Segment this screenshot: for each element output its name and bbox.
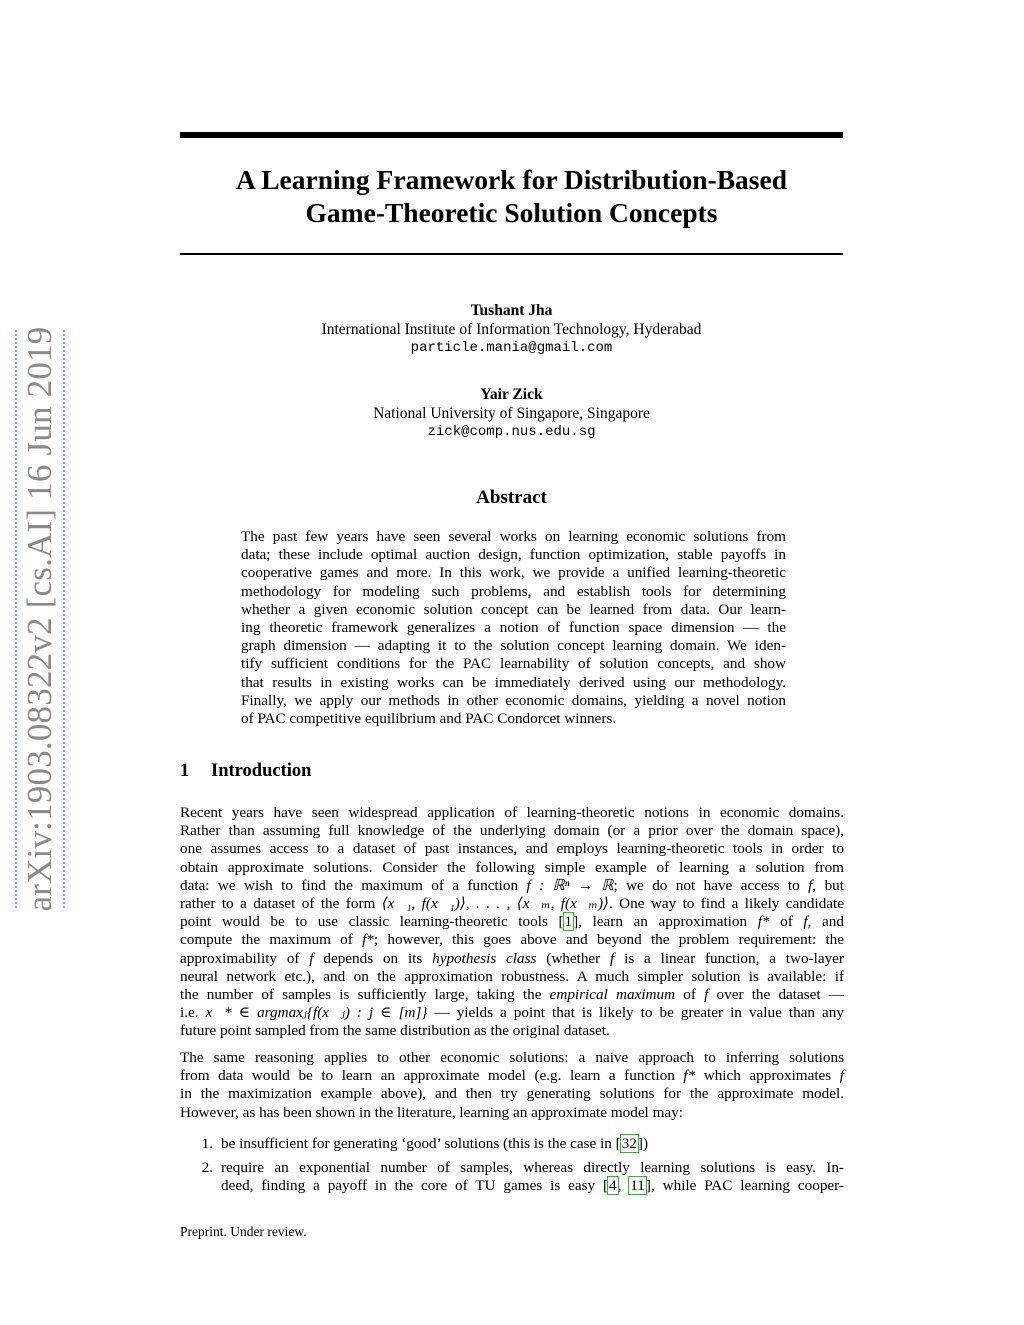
text-line: in the maximization example above), and then try generating solutions for the approximate model. xyxy=(180,1085,844,1103)
text-line xyxy=(180,1004,844,1022)
emphasis: empirical maximum xyxy=(549,985,676,1003)
abstract-line: that results in existing works can be immediately derived using our methodology. xyxy=(241,673,786,691)
citation-link[interactable]: 1 xyxy=(564,913,573,931)
author-name: Yair Zick xyxy=(480,386,543,403)
text-run: , xyxy=(617,1177,630,1195)
text-run: over the dataset — xyxy=(708,985,844,1003)
citation-link[interactable]: 4 xyxy=(609,1177,617,1195)
preprint-footer: Preprint. Under review. xyxy=(180,1224,307,1239)
text-run: ; we do not have access to xyxy=(613,876,809,894)
text-run: which approximates xyxy=(695,1067,840,1085)
math-function-signature: f : ℝⁿ → ℝ xyxy=(526,876,614,894)
list-marker: 1. xyxy=(201,1135,213,1152)
title-rule-bottom xyxy=(180,253,843,255)
abstract-line: The past few years have seen several works on learning economic solutions from xyxy=(241,528,786,545)
author-affiliation: National University of Singapore, Singapore xyxy=(373,405,650,422)
text-line xyxy=(180,877,844,895)
list-item xyxy=(180,1159,844,1195)
math-argmax: x⃗* ∈ argmaxⱼ{f(x⃗ⱼ) : j ∈ [m]} xyxy=(205,1004,428,1022)
abstract-line: cooperative games and more. In this work, we provide a unified learning-theoretic xyxy=(241,564,786,582)
text-run: be insufficient for generating ‘good’ solutions (this is the case in [ xyxy=(221,1135,621,1152)
text-line: The same reasoning applies to other economic solutions: a naive approach to inferring solutions xyxy=(180,1049,844,1066)
text-run: the number of samples is sufficiently large, taking the xyxy=(180,985,550,1003)
abstract-line: whether a given economic solution concept can be learned from data. Our learn- xyxy=(241,600,786,618)
abstract-line: graph dimension — adapting it to the solution concept learning domain. We iden- xyxy=(241,637,786,655)
text-line: obtain approximate solutions. Consider the following simple example of learning a solution from xyxy=(180,858,844,876)
text-line xyxy=(180,986,844,1004)
author-email[interactable]: particle.mania@gmail.com xyxy=(410,340,613,356)
text-run: — yields a point that is likely to be greater in value than any xyxy=(427,1004,844,1022)
intro-paragraph-2 xyxy=(180,1049,844,1122)
text-run: ], learn an approximation xyxy=(573,913,758,931)
text-run: rather to a dataset of the form xyxy=(180,894,382,912)
section-heading-introduction xyxy=(180,761,311,782)
text-run: ]) xyxy=(637,1135,649,1152)
text-run: ; however, this goes above and beyond the problem requirement: the xyxy=(373,931,844,949)
text-run: of xyxy=(769,913,804,931)
text-run: is a linear function, a two-layer xyxy=(614,949,844,967)
text-run: . One way to find a likely candidate xyxy=(608,894,844,912)
text-run: , and xyxy=(807,913,844,931)
text-line: one assumes access to a dataset of past instances, and employs learning-theoretic tools in order to xyxy=(180,840,844,858)
text-run: approximability of xyxy=(180,949,310,967)
citation-link[interactable]: 32 xyxy=(621,1135,637,1152)
math-symbol: f xyxy=(839,1067,844,1085)
title-line-1: A Learning Framework for Distribution-Based xyxy=(235,164,787,195)
arxiv-stamp[interactable]: arXiv:1903.08322v2 [cs.AI] 16 Jun 2019 xyxy=(20,326,59,912)
text-line xyxy=(221,1135,844,1153)
math-symbol: f* xyxy=(683,1067,696,1085)
author-name: Tushant Jha xyxy=(470,302,553,319)
text-line: neural network etc.), and on the approximation robustness. A much simpler solution is available: if xyxy=(180,967,844,985)
math-symbol: f xyxy=(808,876,813,894)
text-run: of xyxy=(675,985,705,1003)
text-line xyxy=(180,931,844,949)
text-line: However, as has been shown in the literature, learning an approximate model may: xyxy=(180,1103,683,1121)
text-line xyxy=(180,950,844,968)
abstract-line: tify sufficient conditions for the PAC learnability of solution concepts, and show xyxy=(241,655,786,673)
text-line xyxy=(180,895,844,913)
math-symbol: f xyxy=(309,949,314,967)
abstract-line: Finally, we apply our methods in other economic domains, yielding a novel notion xyxy=(241,691,786,709)
numbered-list xyxy=(180,1135,844,1196)
paper-title xyxy=(180,163,843,229)
title-rule-top xyxy=(180,132,843,138)
math-symbol: f* xyxy=(362,931,374,949)
text-line xyxy=(180,913,844,931)
citation-link[interactable]: 11 xyxy=(630,1177,645,1195)
abstract-line: of PAC competitive equilibrium and PAC Condorcet winners. xyxy=(241,709,617,727)
abstract-line: methodology for modeling such problems, and establish tools for determining xyxy=(241,582,786,600)
text-line xyxy=(180,1067,844,1085)
text-line: Recent years have seen widespread application of learning-theoretic notions in economic domains. xyxy=(180,804,844,821)
abstract-line: ing theoretic framework generalizes a notion of function space dimension — the xyxy=(241,618,786,636)
text-run: deed, finding a payoff in the core of TU games is easy [ xyxy=(221,1177,609,1195)
math-symbol: f xyxy=(704,985,709,1003)
abstract-line: data; these include optimal auction design, function optimization, stable payoffs in xyxy=(241,546,786,564)
title-line-2: Game-Theoretic Solution Concepts xyxy=(305,197,718,228)
math-symbol: f* xyxy=(757,913,770,931)
text-line: Rather than assuming full knowledge of the underlying domain (or a prior over the domain space), xyxy=(180,822,844,840)
author-block-1 xyxy=(180,301,843,358)
math-symbol: f xyxy=(610,949,615,967)
math-symbol: f xyxy=(803,913,808,931)
text-run: i.e. xyxy=(180,1004,206,1022)
text-run: point would be to use classic learning-theoretic tools [ xyxy=(180,913,564,931)
section-title: Introduction xyxy=(211,761,312,781)
text-run: depends on its xyxy=(313,949,433,967)
text-run: ], while PAC learning cooper- xyxy=(645,1177,844,1195)
author-email[interactable]: zick@comp.nus.edu.sg xyxy=(427,424,596,440)
abstract-heading: Abstract xyxy=(476,487,547,508)
abstract-body xyxy=(241,528,786,728)
math-dataset: ⟨x⃗₁, f(x⃗₁)⟩, . . . , ⟨x⃗ₘ, f(x⃗ₘ)⟩ xyxy=(381,894,609,912)
author-affiliation: International Institute of Information Technology, Hyderabad xyxy=(321,321,702,338)
text-run: , but xyxy=(812,876,844,894)
author-block-2 xyxy=(180,385,843,442)
section-number: 1 xyxy=(180,761,190,781)
text-line xyxy=(221,1177,844,1195)
list-marker: 2. xyxy=(201,1159,213,1177)
text-run: data: we wish to find the maximum of a function xyxy=(180,876,527,894)
text-run: from data would be to learn an approximate model (e.g. learn a function xyxy=(180,1067,684,1085)
text-line: future point sampled from the same distribution as the original dataset. xyxy=(180,1022,610,1040)
intro-paragraph-1 xyxy=(180,804,844,1040)
text-line: require an exponential number of samples, whereas directly learning solutions is easy. In- xyxy=(221,1159,844,1177)
text-run: (whether xyxy=(536,949,611,967)
emphasis: hypothesis class xyxy=(432,949,537,967)
list-item xyxy=(180,1135,844,1153)
text-run: compute the maximum of xyxy=(180,931,363,949)
